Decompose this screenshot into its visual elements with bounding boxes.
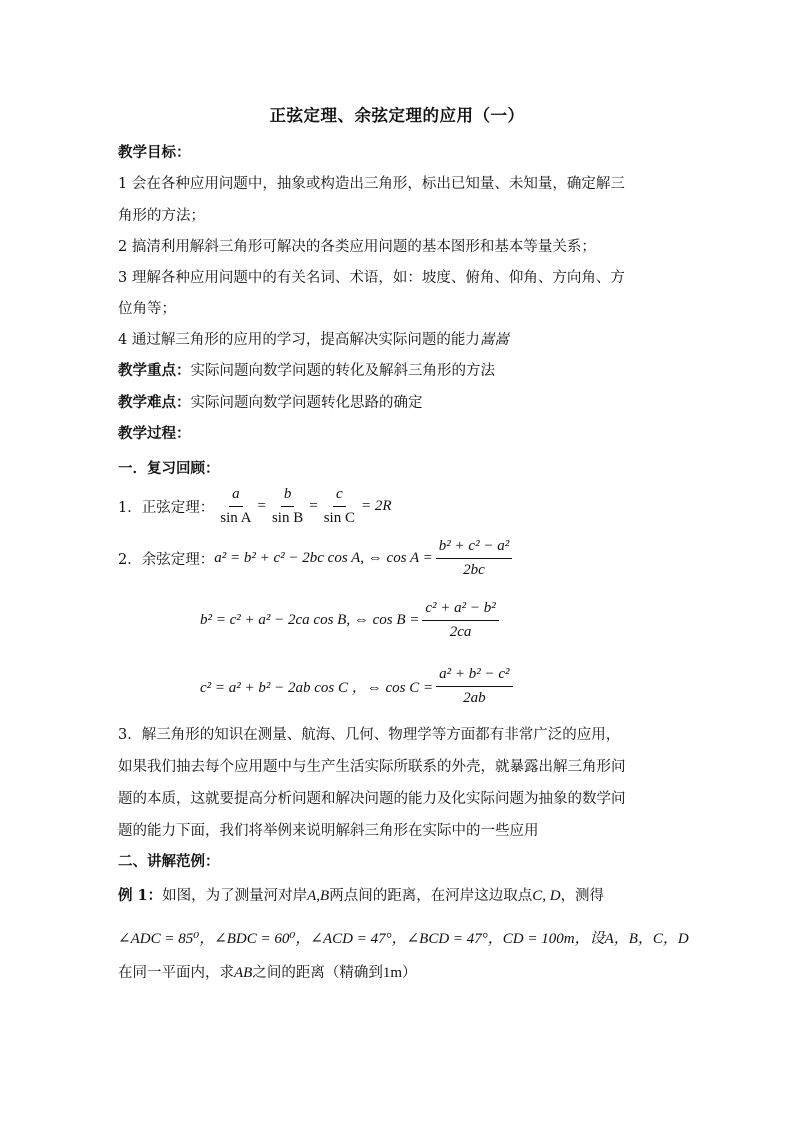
cosine-law-b-fraction: $\frac{\text{c² + a² − b²}}{2ca}$ (422, 600, 498, 641)
item-3-line-4: 题的能力下面，我们将举例来说明解斜三角形在实际中的一些应用 (118, 823, 539, 839)
cosine-law-a (118, 538, 515, 579)
item-3-line-2: 如果我们抽去每个应用题中与生产生活实际所联系的外壳，就暴露出解三角形问 (118, 759, 626, 775)
difficult-point (118, 396, 423, 411)
cosine-law-a-fraction: $\frac{\text{b² + c² − a²}}{2bc}$ (436, 538, 512, 579)
fraction-c-over-sinC: $\frac{c}{\text{sin C}}$ (323, 486, 355, 526)
example-1-label: 例 1： (118, 887, 163, 904)
goal-1-line-1: 1 会在各种应用问题中，抽象或构造出三角形，标出已知量、未知量，确定解三 (118, 176, 625, 192)
goal-3-line-1: 3 理解各种应用问题中的有关名词、术语，如：坡度、俯角、仰角、方向角、方 (118, 270, 625, 286)
item-3-line-3: 题的本质，这就要提高分析问题和解决问题的能力及化实际问题为抽象的数学问 (118, 791, 626, 807)
cosine-law-c-lhs: c² = a² + b² − 2ab cos C ，⇔ cos C = (200, 680, 434, 696)
section-examples-heading: 二、讲解范例： (118, 853, 220, 870)
goal-2: 2 搞清利用解斜三角形可解决的各类应用问题的基本图形和基本等量关系； (118, 239, 596, 255)
example-1-conditions: ∠ADC = 85⁰，∠BDC = 60⁰，∠ACD = 47°，∠BCD = 47°，CD = 100m，设A，B，C，D (118, 931, 689, 947)
key-point (118, 364, 495, 379)
goal-4-text: 4 通过解三角形的应用的学习，提高解决实际问题的能力 (118, 332, 480, 348)
goals-heading: 教学目标： (118, 144, 191, 161)
fraction-b-over-sinB: $\frac{b}{\text{sin B}}$ (271, 486, 304, 526)
cosine-law-b (200, 600, 502, 641)
item-3-line-1: 3．解三角形的知识在测量、航海、几何、物理学等方面都有非常广泛的应用， (118, 727, 621, 743)
section-review-heading: 一．复习回顾： (118, 460, 220, 477)
goal-4 (118, 333, 509, 348)
cosine-law-label: 2．余弦定理： (118, 552, 215, 568)
example-1-line-1: 例 1：如图，为了测量河对岸A,B两点间的距离，在河岸这边取点C, D，测得 (118, 887, 605, 904)
cosine-law-c-fraction: $\frac{\text{a² + b² − c²}}{2ab}$ (436, 666, 512, 707)
key-point-text: 实际问题向数学问题的转化及解斜三角形的方法 (190, 363, 495, 379)
sine-law: 1．正弦定理： $\frac{a}{\text{sin A}}$ = $\frac{b}{\text{sin B}}$ = $\frac{c}{\text{sin C}}$ = 2R (118, 486, 392, 526)
key-point-label: 教学重点： (118, 362, 191, 379)
difficult-point-text: 实际问题向数学问题转化思路的确定 (190, 395, 423, 411)
process-heading: 教学过程： (118, 425, 191, 442)
cosine-law-a-lhs: a² = b² + c² − 2bc cos A, ⇔ cos A = (214, 550, 433, 566)
fraction-a-over-sinA: $\frac{a}{\text{sin A}}$ (220, 486, 252, 526)
sine-law-rhs: = 2R (360, 498, 392, 514)
sine-law-label: 1．正弦定理： (118, 500, 215, 516)
goal-3-line-2: 位角等； (118, 301, 176, 317)
example-1-line-3: 在同一平面内，求AB之间的距离（精确到1m） (118, 965, 417, 981)
goal-1-line-2: 角形的方法； (118, 208, 205, 224)
cosine-law-c (200, 666, 516, 707)
cosine-law-b-lhs: b² = c² + a² − 2ca cos B, ⇔ cos B = (200, 612, 420, 628)
goal-4-tail: 嵩嵩 (479, 332, 509, 348)
page-title: 正弦定理、余弦定理的应用（一） (269, 106, 525, 125)
difficult-point-label: 教学难点： (118, 394, 191, 411)
